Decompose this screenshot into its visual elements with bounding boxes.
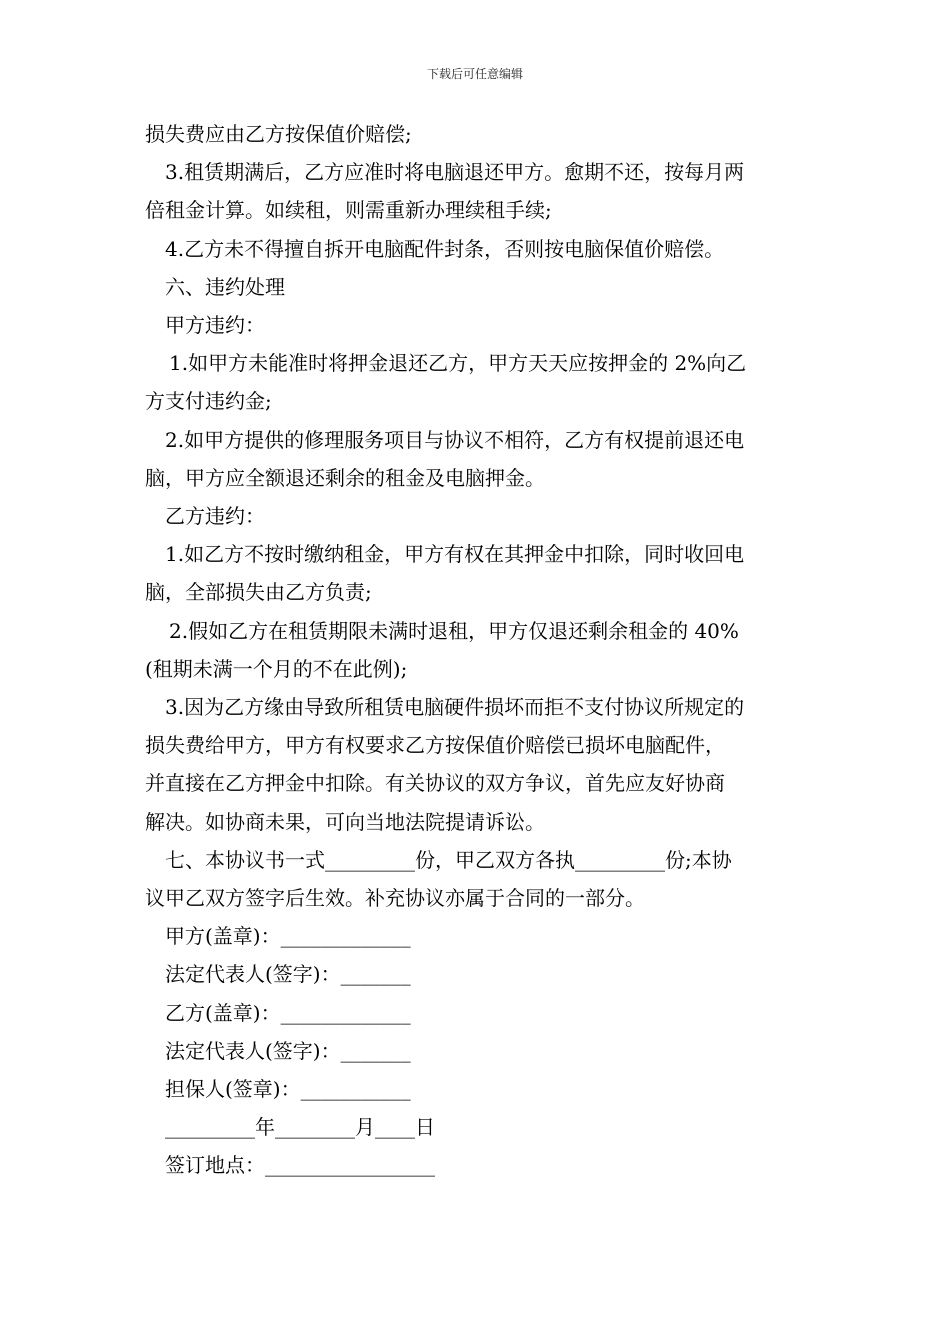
signature-party-a: 甲方(盖章)：_____________ <box>165 924 411 949</box>
text-line: 脑，全部损失由乙方负责; <box>145 580 372 605</box>
clause-line: 1.如乙方不按时缴纳租金，甲方有权在其押金中扣除，同时收回电 <box>165 542 745 567</box>
signature-party-b: 乙方(盖章)：_____________ <box>165 1000 411 1025</box>
text-line: (租期未满一个月的不在此例); <box>145 656 408 681</box>
clause-line: 3.因为乙方缘由导致所租赁电脑硬件损坏而拒不支付协议所规定的 <box>165 695 745 720</box>
document-body <box>145 115 813 1185</box>
text-line: 损失费应由乙方按保值价赔偿; <box>145 122 412 146</box>
text-line: 脑，甲方应全额退还剩余的租金及电脑押金。 <box>145 465 545 490</box>
clause-line: 1.如甲方未能准时将押金退还乙方，甲方天天应按押金的 2%向乙 <box>169 351 747 376</box>
subsection-heading: 甲方违约： <box>165 313 265 338</box>
clause-line: 2.如甲方提供的修理服务项目与协议不相符，乙方有权提前退还电 <box>165 427 745 452</box>
text-line: 损失费给甲方，甲方有权要求乙方按保值价赔偿已损坏电脑配件， <box>145 733 725 758</box>
signature-representative-b: 法定代表人(签字)：_______ <box>165 1038 411 1063</box>
text-line: 议甲乙双方签字后生效。补充协议亦属于合同的一部分。 <box>145 886 645 911</box>
section-heading: 六、违约处理 <box>165 274 285 299</box>
page-header: 下载后可任意编辑 <box>426 67 523 81</box>
signature-date: _________年________月____日 <box>165 1115 435 1140</box>
text-line: 并直接在乙方押金中扣除。有关协议的双方争议，首先应友好协商 <box>145 771 725 796</box>
subsection-heading: 乙方违约： <box>165 504 265 529</box>
signature-representative-a: 法定代表人(签字)：_______ <box>165 962 411 987</box>
signing-location: 签订地点：_________________ <box>165 1153 435 1178</box>
clause-line: 2.假如乙方在租赁期限未满时退租，甲方仅退还剩余租金的 40% <box>169 618 739 643</box>
section-heading: 七、本协议书一式_________份，甲乙双方各执_________份;本协 <box>165 847 732 872</box>
text-line: 倍租金计算。如续租，则需重新办理续租手续; <box>145 198 552 223</box>
clause-line: 3.租赁期满后，乙方应准时将电脑退还甲方。愈期不还，按每月两 <box>165 160 745 185</box>
signature-guarantor: 担保人(签章)：___________ <box>165 1077 411 1102</box>
clause-line: 4.乙方未不得擅自拆开电脑配件封条，否则按电脑保值价赔偿。 <box>165 236 725 261</box>
text-line: 方支付违约金; <box>145 389 272 414</box>
text-line: 解决。如协商未果，可向当地法院提请诉讼。 <box>145 809 545 834</box>
